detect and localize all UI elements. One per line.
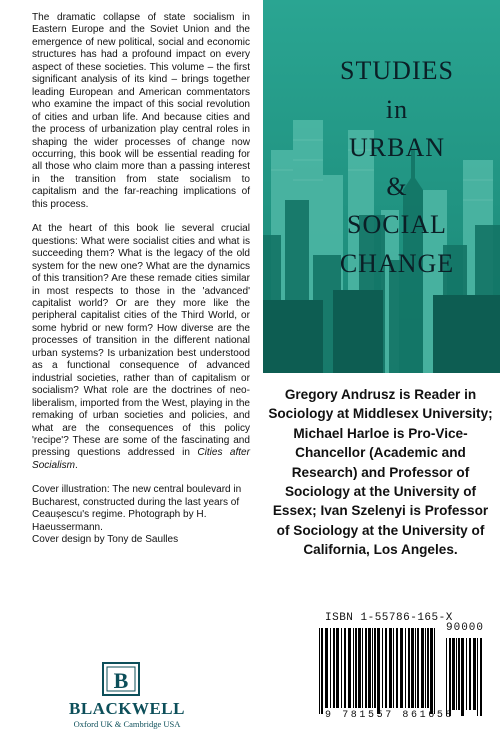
cover-design-credit: Cover design by Tony de Saulles <box>32 534 179 546</box>
barcode-bar <box>408 628 410 708</box>
price-code: 90000 <box>446 622 485 634</box>
barcode-bar <box>434 628 435 714</box>
barcode-bar <box>321 628 323 714</box>
barcode-bar <box>393 628 394 708</box>
barcode-bar <box>446 638 447 716</box>
barcode-bar <box>377 628 380 714</box>
series-title-line: URBAN <box>348 133 445 162</box>
barcode-bar <box>382 628 383 708</box>
barcode-bar <box>358 628 361 708</box>
barcode-bar <box>389 628 392 708</box>
blackwell-b-icon <box>102 662 140 696</box>
barcode-bar <box>458 638 460 710</box>
barcode-bar <box>405 628 406 708</box>
barcode-bar <box>336 628 339 708</box>
logo-letter: B <box>113 668 129 693</box>
series-title-line: in <box>385 94 409 124</box>
barcode-bar <box>480 638 482 716</box>
barcode-bar <box>421 628 424 708</box>
blurb-period: . <box>75 459 78 471</box>
barcode-bar <box>466 638 467 710</box>
series-title-line: & <box>386 171 408 201</box>
barcode-bar <box>348 628 351 708</box>
barcode-bar <box>365 628 367 708</box>
publisher-name: BLACKWELL <box>69 699 185 718</box>
series-title <box>297 52 497 283</box>
barcode-bar <box>417 628 419 708</box>
cover-photo-panel <box>263 0 500 373</box>
barcode-bar <box>469 638 471 710</box>
price-addon-barcode-image <box>445 638 491 716</box>
ean-barcode-image <box>318 628 440 714</box>
barcode-bar <box>372 628 373 708</box>
barcode-bar <box>449 638 451 716</box>
barcode-bar <box>461 638 464 716</box>
barcode-bar <box>330 628 331 708</box>
ean-number: 9 781557 861658 <box>325 710 455 721</box>
series-title-line: SOCIAL <box>347 210 447 239</box>
barcode-bar <box>396 628 398 708</box>
barcode-bar <box>325 628 328 708</box>
barcode-bar <box>374 628 376 708</box>
barcode-bar <box>415 628 416 708</box>
barcode-bar <box>452 638 455 710</box>
isbn-label: ISBN 1-55786-165-X <box>325 612 453 624</box>
barcode-bar <box>385 628 387 708</box>
barcode-bar <box>411 628 414 708</box>
blurb-book-title: Cities after Socialism <box>32 447 250 471</box>
barcode-bar <box>425 628 426 708</box>
blurb-column <box>32 12 250 547</box>
barcode-bar <box>319 628 320 714</box>
blurb-paragraph-1: The dramatic collapse of state socialism in Eastern Europe and the Soviet Union and the emergence of new political, social and economic structures has had a profound impact on every aspect of these societies. This volume – the first significant analysis of its kind – brings together leading European and American commentators who examine the impact of this social revolution of cities and urban life. And because cities and the process of urbanization play central roles in shaping the wider processes of change now occurring, this book will be essential reading for all those who claim more than a passing interest in the transition from state socialism to capitalism and the far-reaching implications of this process. <box>32 12 250 210</box>
publisher-locations: Oxford UK & Cambridge USA <box>73 719 181 729</box>
barcode-bar <box>353 628 354 708</box>
blurb-paragraph-2-text: At the heart of this book lie several crucial questions: What were socialist cities and what is succeeding them? What is the legacy of the old system for the new one? What are the dynamics of this transition? Are these remade cities similar in most respects to those in the 'advanced' capitalist world? Or are they more like the peripheral capitalist cities of the Third World, or some hybrid or new form? How diverse are the processes of transition in the different national urban systems? Is urbanization best understood as a functional consequence of advanced industrial societies, rather than of capitalism or socialism? What role are the doctrines of neo-liberalism, imported from the West, playing in the remaking of urban societies and policies, and what are the consequences of this policy 'recipe'? These are some of the fascinating and pressing questions addressed in <box>32 223 250 459</box>
barcode-bar <box>355 628 357 708</box>
barcode-bar <box>427 628 429 708</box>
barcode-bar <box>473 638 476 710</box>
barcode-bar <box>456 638 457 710</box>
barcode-bar <box>400 628 403 708</box>
author-bio: Gregory Andrusz is Reader in Sociology at Middlesex University; Michael Harloe is Pro-Vice-Chancellor (Academic and Research) and Professor of Sociology at the University of Essex; Ivan Szelenyi is Professor of Sociology at the University of California, Los Angeles. <box>268 387 493 558</box>
barcode-bar <box>477 638 478 716</box>
series-title-line: STUDIES <box>340 56 454 85</box>
blurb-paragraph-2 <box>32 223 250 472</box>
publisher-logo <box>52 662 202 732</box>
barcode-bar <box>344 628 346 708</box>
cover-illustration-credit: Cover illustration: The new central boulevard in Bucharest, constructed during the last years of Ceaușescu's regime. Photograph by H. Haeussermann. <box>32 484 242 533</box>
series-title-line: CHANGE <box>339 248 455 278</box>
barcode-bar <box>368 628 371 708</box>
barcode-area <box>318 622 498 742</box>
barcode-bar <box>430 628 433 714</box>
barcode-bar <box>362 628 363 708</box>
barcode-bar <box>341 628 342 708</box>
barcode-bar <box>333 628 335 708</box>
